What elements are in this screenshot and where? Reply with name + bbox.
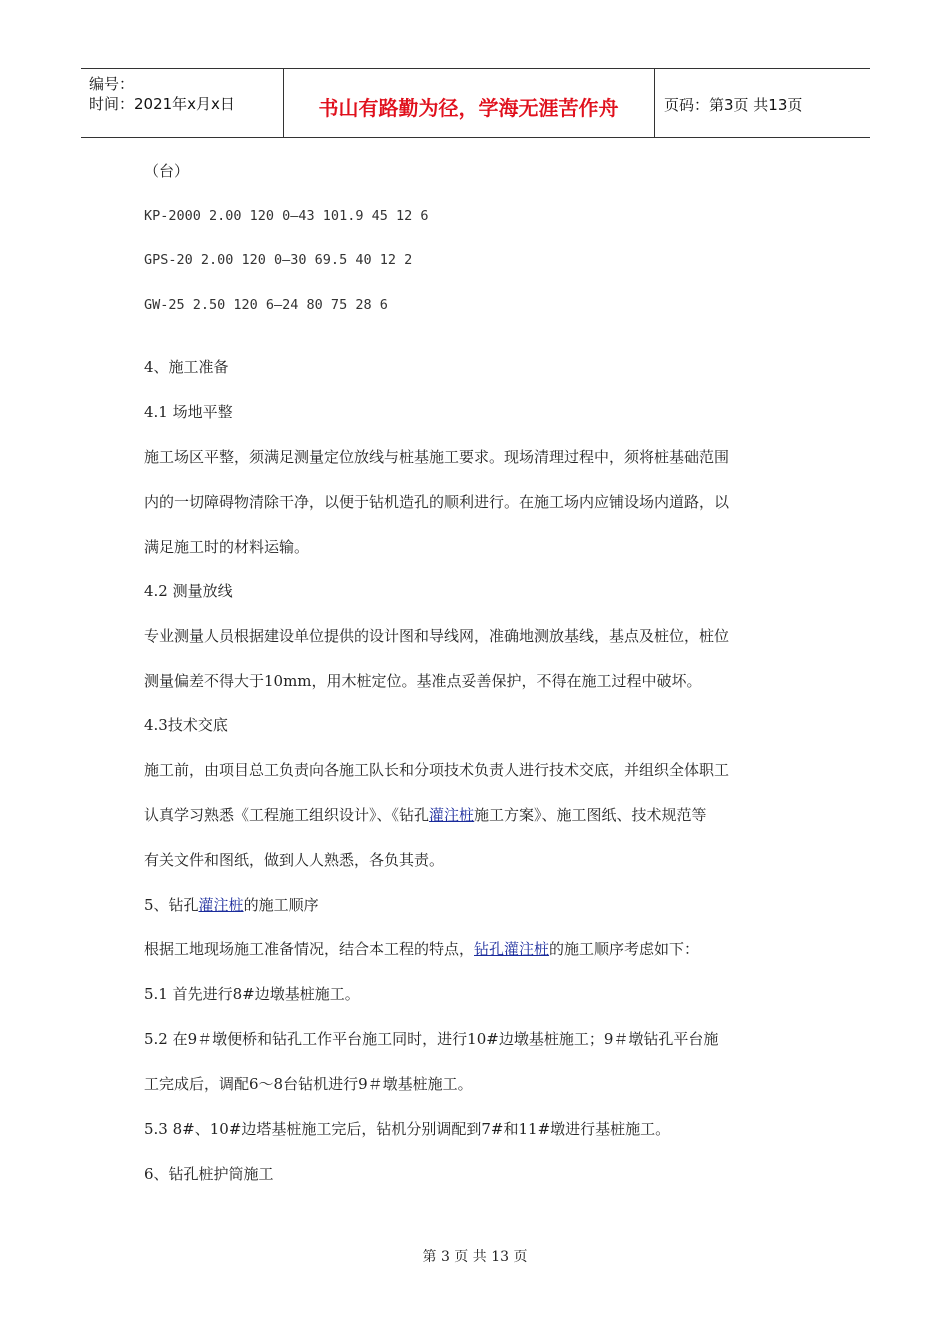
table-unit-text: （台）: [144, 162, 190, 180]
link-guanzhuzhuang[interactable]: 灌注桩: [429, 806, 475, 824]
section-heading-4-3: 4.3技术交底: [144, 716, 228, 734]
text-run: 的施工顺序考虑如下：: [549, 940, 700, 958]
document-date-label: 时间：2021年x月x日: [89, 95, 235, 113]
section-heading-4-1: 4.1 场地平整: [144, 403, 233, 421]
text-run: 5、钻孔: [144, 896, 199, 914]
document-number-label: 编号：: [89, 75, 135, 93]
section-item-5-1: 5.1 首先进行8#边墩基桩施工。: [144, 985, 360, 1003]
text-run: 认真学习熟悉《工程施工组织设计》、《钻孔: [144, 806, 430, 824]
paragraph-line: 施工前，由项目总工负责向各施工队长和分项技术负责人进行技术交底，并组织全体职工: [144, 761, 730, 779]
link-zuankong-guanzhuzhuang[interactable]: 钻孔灌注桩: [474, 940, 550, 958]
equipment-row: GW-25 2.50 120 6—24 80 75 28 6: [144, 297, 388, 313]
equipment-row: GPS-20 2.00 120 0—30 69.5 40 12 2: [144, 252, 413, 268]
section-heading-4-2: 4.2 测量放线: [144, 582, 233, 600]
header-meta-cell: [81, 69, 284, 137]
header-page-cell: [654, 69, 870, 137]
equipment-row: KP-2000 2.00 120 0—43 101.9 45 12 6: [144, 208, 429, 224]
page-header: [81, 68, 870, 138]
paragraph-line: 施工场区平整，须满足测量定位放线与桩基施工要求。现场清理过程中，须将桩基础范围: [144, 448, 730, 466]
section-heading-6: 6、钻孔桩护筒施工: [144, 1165, 274, 1183]
section-heading-5: [144, 895, 319, 915]
header-page-label: 页码：第3页 共13页: [664, 95, 803, 114]
paragraph-line: 有关文件和图纸，做到人人熟悉，各负其责。: [144, 851, 445, 869]
paragraph-line: 内的一切障碍物清除干净，以便于钻机造孔的顺利进行。在施工场内应铺设场内道路，以: [144, 493, 730, 511]
paragraph-line: 工完成后，调配6～8台钻机进行9＃墩基桩施工。: [144, 1075, 473, 1093]
paragraph-line: [144, 939, 699, 959]
paragraph-line: 测量偏差不得大于10mm，用木桩定位。基准点妥善保护，不得在施工过程中破坏。: [144, 672, 702, 690]
paragraph-line: [144, 805, 707, 825]
link-guanzhuzhuang[interactable]: 灌注桩: [198, 896, 244, 914]
section-item-5-3: 5.3 8#、10#边塔基桩施工完后，钻机分别调配到7#和11#墩进行基桩施工。: [144, 1120, 671, 1138]
paragraph-line: 专业测量人员根据建设单位提供的设计图和导线网，准确地测放基线，基点及桩位，桩位: [144, 627, 730, 645]
text-run: 的施工顺序: [243, 896, 319, 914]
header-motto: 书山有路勤为径，学海无涯苦作舟: [318, 95, 619, 120]
page-footer: 第 3 页 共 13 页: [422, 1249, 528, 1265]
text-run: 根据工地现场施工准备情况，结合本工程的特点，: [144, 940, 475, 958]
text-run: 施工方案》、施工图纸、技术规范等: [474, 806, 707, 824]
header-motto-cell: [283, 69, 655, 137]
paragraph-line: 满足施工时的材料运输。: [144, 538, 310, 556]
section-heading-4: 4、施工准备: [144, 358, 229, 376]
section-item-5-2: 5.2 在9＃墩便桥和钻孔工作平台施工同时，进行10#边墩基桩施工；9＃墩钻孔平台施: [144, 1030, 719, 1048]
